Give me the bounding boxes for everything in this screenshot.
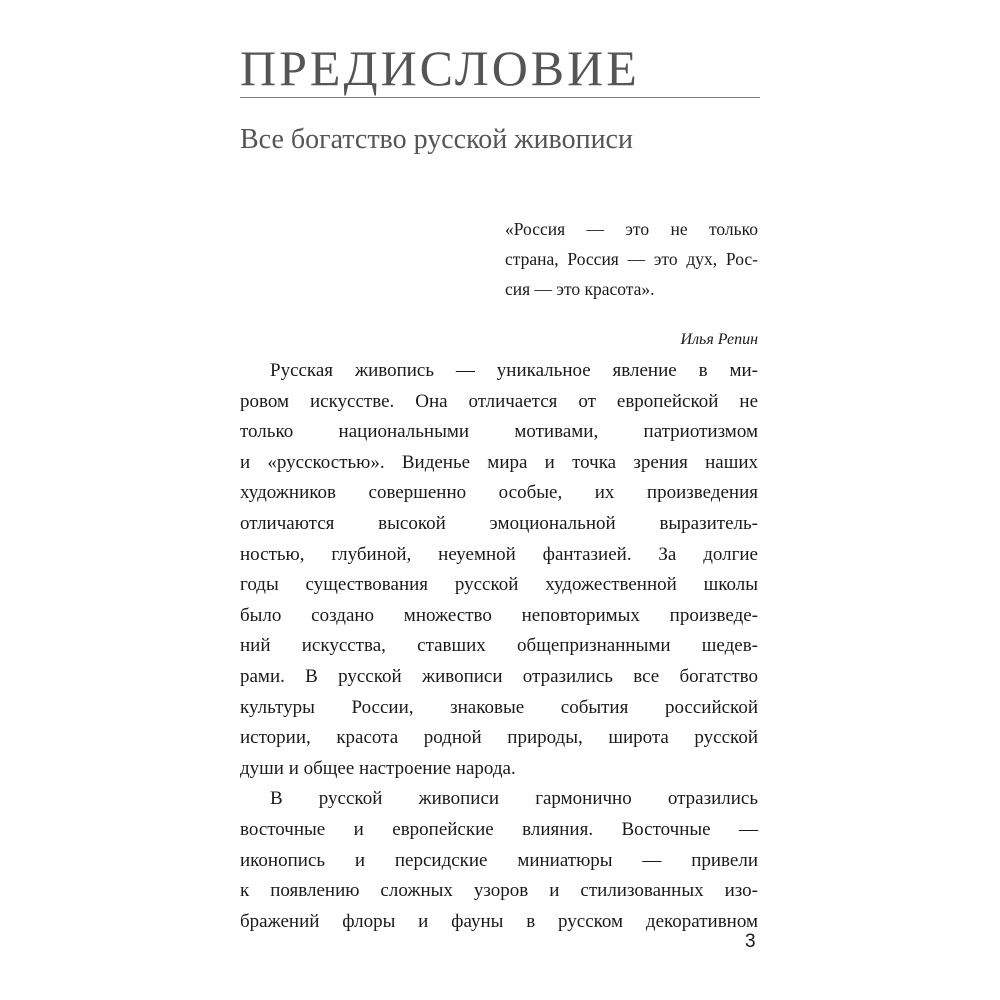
paragraph-1-line: только национальными мотивами, патриотизмом	[240, 421, 758, 443]
page-number: 3	[745, 931, 756, 952]
paragraph-1-line: души и общее настроение народа.	[240, 757, 516, 779]
paragraph-1-line: Русская живопись — уникальное явление в ми-	[270, 360, 758, 381]
paragraph-1-line: и «русскостью». Виденье мира и точка зрения наших	[240, 451, 758, 473]
paragraph-1-line: истории, красота родной природы, широта русской	[240, 727, 758, 749]
paragraph-2-line: к появлению сложных узоров и стилизованных изо-	[240, 880, 758, 902]
epigraph-line: «Россия — это не только	[505, 219, 758, 239]
paragraph-1-line: отличаются высокой эмоциональной выразитель-	[240, 512, 758, 534]
paragraph-1-line: ровом искусстве. Она отличается от европейской не	[240, 390, 758, 412]
paragraph-1-line: ностью, глубиной, неуемной фантазией. За долгие	[240, 543, 758, 565]
chapter-title: ПРЕДИСЛОВИЕ	[240, 40, 640, 96]
paragraph-2-line: восточные и европейские влияния. Восточные —	[240, 818, 758, 840]
epigraph-line: сия — это красота».	[505, 279, 655, 299]
paragraph-1-line: было создано множество неповторимых произведе-	[240, 604, 758, 626]
title-rule	[240, 97, 760, 98]
paragraph-2-line: В русской живописи гармонично отразились	[270, 788, 758, 810]
paragraph-2-line: иконопись и персидские миниатюры — привели	[240, 849, 758, 871]
paragraph-2-line: бражений флоры и фауны в русском декоративном	[240, 910, 758, 932]
chapter-subtitle: Все богатство русской живописи	[240, 124, 633, 155]
paragraph-1-line: рами. В русской живописи отразились все богатство	[240, 665, 758, 687]
paragraph-1-line: культуры России, знаковые события российской	[240, 696, 758, 718]
paragraph-1-line: художников совершенно особые, их произведения	[240, 482, 758, 504]
paragraph-1-line: ний искусства, ставших общепризнанными шедев-	[240, 635, 758, 657]
epigraph-line: страна, Россия — это дух, Рос-	[505, 249, 758, 269]
epigraph-author: Илья Репин	[680, 331, 758, 348]
epigraph	[505, 214, 758, 304]
body-text	[240, 356, 758, 937]
paragraph-1-line: годы существования русской художественной школы	[240, 574, 758, 596]
